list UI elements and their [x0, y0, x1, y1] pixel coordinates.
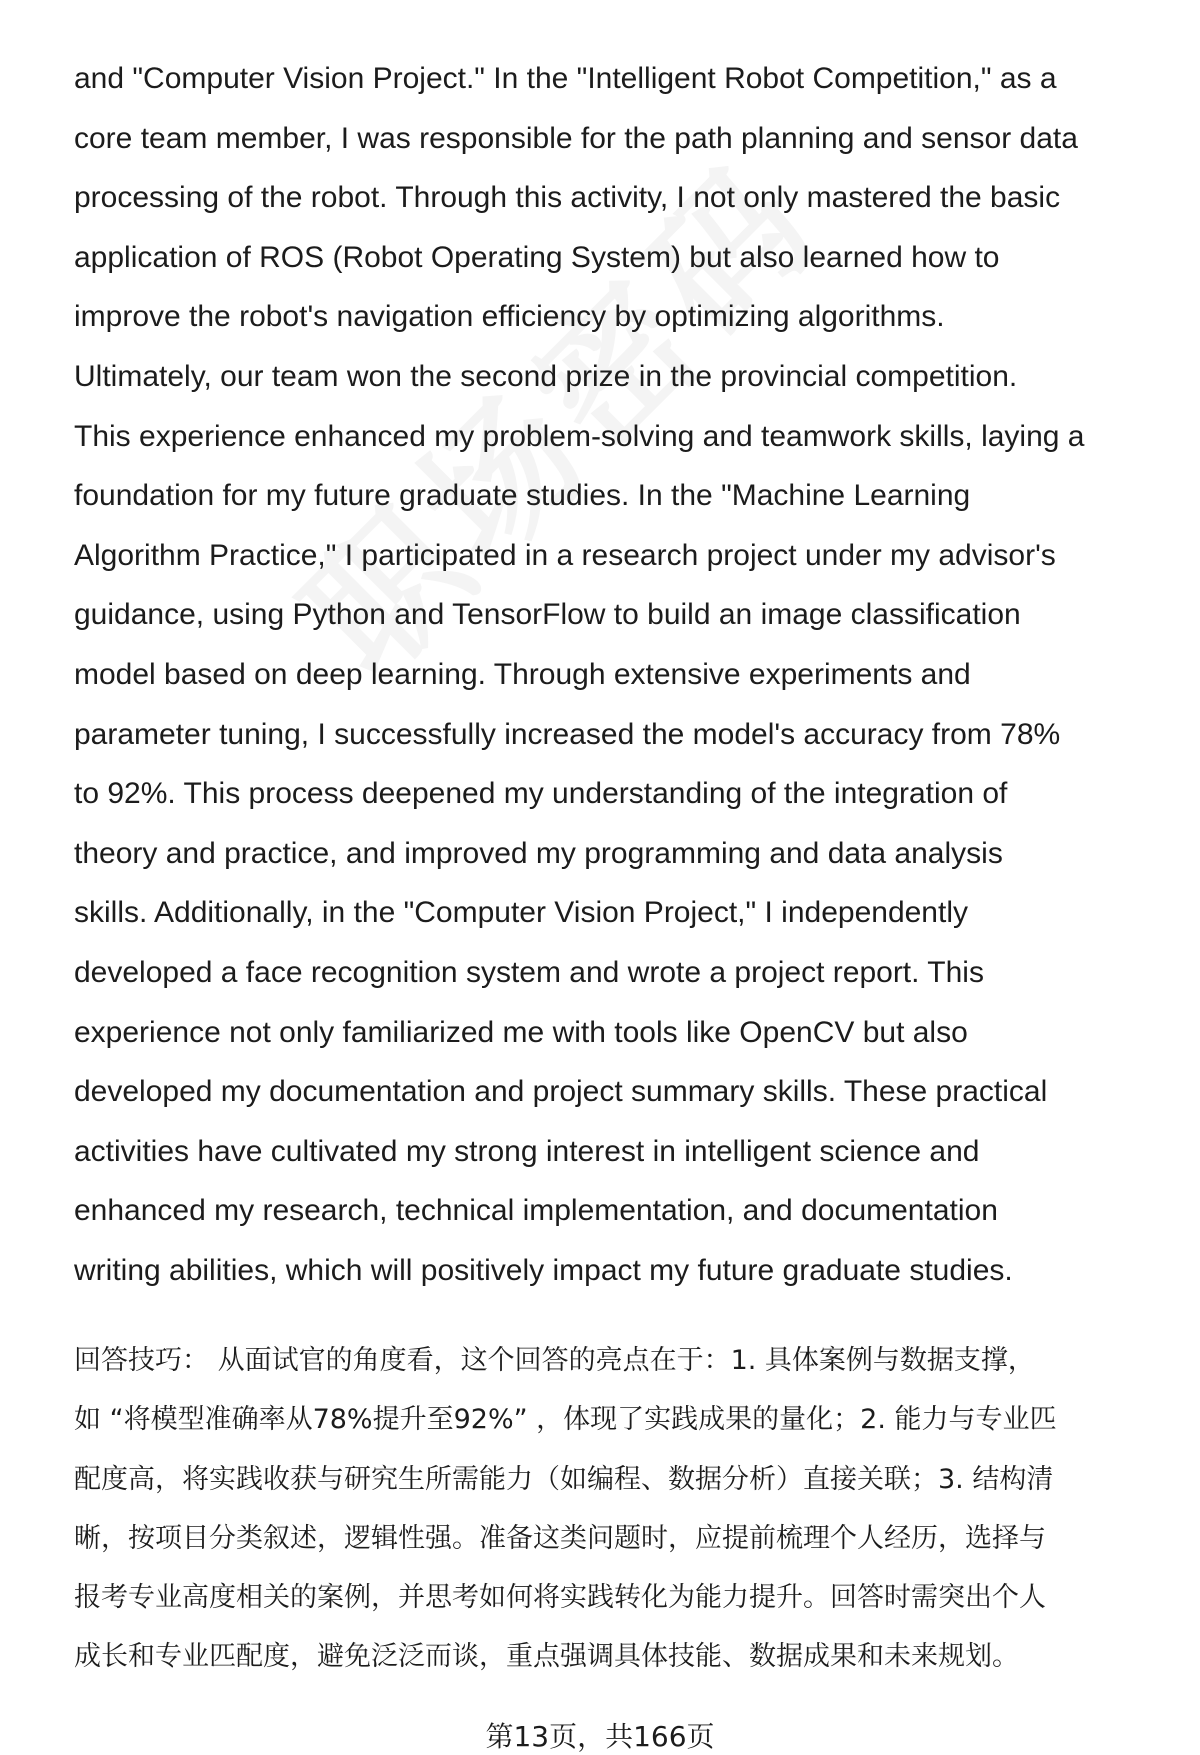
paragraph-line: enhanced my research, technical implementation, and documentation: [74, 1194, 998, 1228]
page-number: 第13页，共166页: [485, 1720, 715, 1753]
paragraph-line: processing of the robot. Through this activity, I not only mastered the basic: [74, 181, 1061, 215]
paragraph-line: activities have cultivated my strong interest in intelligent science and: [74, 1134, 980, 1168]
tips-line: 配度高，将实践收获与研究生所需能力（如编程、数据分析）直接关联；3. 结构清: [74, 1463, 1054, 1495]
paragraph-line: experience not only familiarized me with tools like OpenCV but also: [74, 1015, 968, 1049]
paragraph-line: improve the robot's navigation efficiency by optimizing algorithms.: [74, 300, 945, 334]
paragraph-line: skills. Additionally, in the "Computer Vision Project," I independently: [74, 896, 968, 930]
paragraph-line: parameter tuning, I successfully increased the model's accuracy from 78%: [74, 717, 1061, 751]
tips-line: 报考专业高度相关的案例，并思考如何将实践转化为能力提升。回答时需突出个人: [74, 1582, 1046, 1614]
answer-tips: [74, 1331, 1164, 1687]
paragraph-line: to 92%. This process deepened my understanding of the integration of: [74, 777, 1008, 811]
paragraph-line: Ultimately, our team won the second prize in the provincial competition.: [74, 359, 1018, 393]
paragraph-line: Algorithm Practice," I participated in a research project under my advisor's: [74, 538, 1056, 572]
paragraph-line: core team member, I was responsible for the path planning and sensor data: [74, 121, 1078, 155]
tips-line: 晰，按项目分类叙述，逻辑性强。准备这类问题时，应提前梳理个人经历，选择与: [74, 1522, 1046, 1554]
paragraph-line: foundation for my future graduate studies. In the "Machine Learning: [74, 479, 971, 513]
paragraph-line: This experience enhanced my problem-solving and teamwork skills, laying a: [74, 419, 1085, 453]
paragraph-line: application of ROS (Robot Operating System) but also learned how to: [74, 240, 1000, 274]
paragraph-line: writing abilities, which will positively impact my future graduate studies.: [74, 1253, 1013, 1287]
paragraph-line: model based on deep learning. Through extensive experiments and: [74, 657, 971, 691]
tips-line: 回答技巧： 从面试官的角度看，这个回答的亮点在于：1. 具体案例与数据支撑，: [74, 1345, 1035, 1376]
tips-line: 如 “将模型准确率从78%提升至92%” ，体现了实践成果的量化；2. 能力与专业匹: [74, 1404, 1057, 1436]
paragraph-line: guidance, using Python and TensorFlow to build an image classification: [74, 598, 1021, 632]
tips-line: 成长和专业匹配度，避免泛泛而谈，重点强调具体技能、数据成果和未来规划。: [74, 1641, 1019, 1673]
paragraph-line: developed my documentation and project summary skills. These practical: [74, 1075, 1048, 1109]
paragraph-line: theory and practice, and improved my programming and data analysis: [74, 836, 1003, 870]
answer-paragraph: [74, 49, 1164, 1300]
paragraph-line: and "Computer Vision Project." In the "Intelligent Robot Competition," as a: [74, 62, 1057, 95]
paragraph-line: developed a face recognition system and wrote a project report. This: [74, 955, 984, 989]
